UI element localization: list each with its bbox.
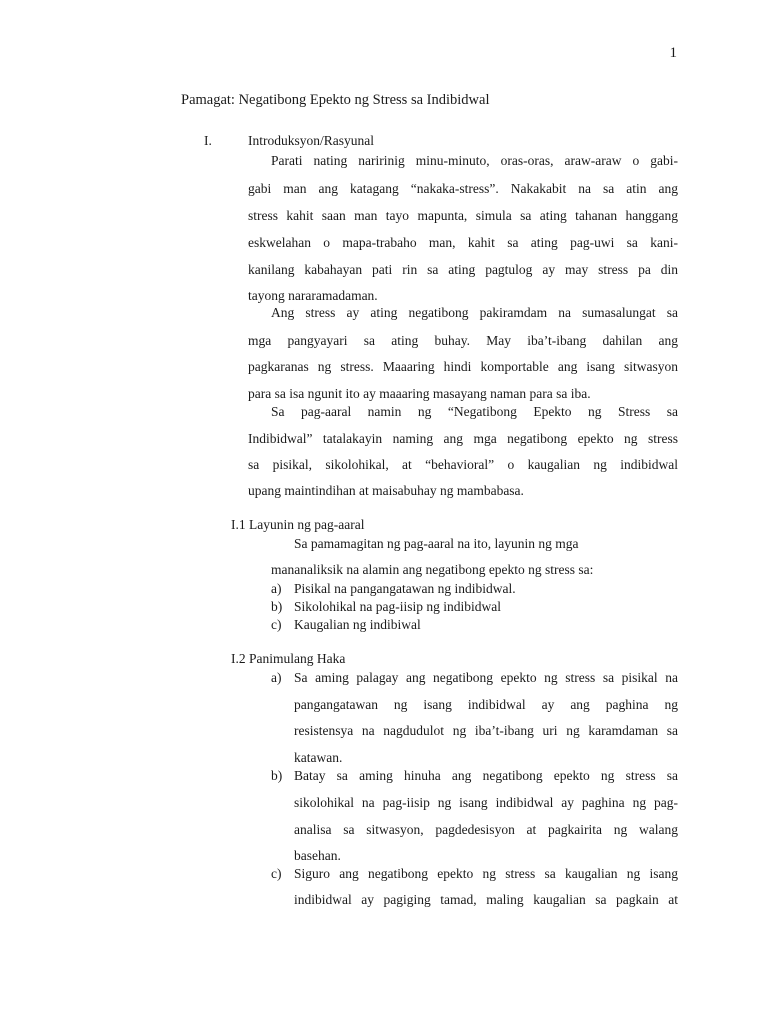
list-item-text: Sikolohikal na pag-iisip ng indibidwal	[294, 599, 501, 614]
objectives-intro-line: Sa pamamagitan ng pag-aaral na ito, layunin ng mga	[294, 536, 579, 551]
paragraph-line: tayong nararamadaman.	[248, 288, 378, 303]
list-item-label: a)	[271, 581, 282, 596]
list-item-line: sikolohikal na pag-iisip ng isang indibidwal ay paghina ng pag-	[294, 795, 678, 810]
list-item-line: indibidwal ay pagiging tamad, maling kaugalian sa pagkain at	[294, 892, 678, 907]
list-item-line: resistensya na nagdudulot ng iba’t-ibang uri ng karamdaman sa	[294, 723, 678, 738]
section-number: I.	[204, 133, 212, 148]
list-item-line: pangangatawan ng isang indibidwal ay ang paghina ng	[294, 697, 678, 712]
list-item-text: Kaugalian ng indibiwal	[294, 617, 421, 632]
list-item-line: katawan.	[294, 750, 343, 765]
paragraph-line: mga pangyayari sa ating buhay. May iba’t-ibang dahilan ang	[248, 333, 678, 348]
list-item-label: b)	[271, 599, 283, 614]
list-item-label: c)	[271, 866, 282, 881]
list-item-label: b)	[271, 768, 283, 783]
paragraph-line: gabi man ang katagang “nakaka-stress”. Nakakabit na sa atin ang	[248, 181, 678, 196]
page-number: 1	[669, 45, 677, 61]
paragraph-line: Ang stress ay ating negatibong pakiramdam na sumasalungat sa	[271, 305, 678, 320]
list-item-line: Batay sa aming hinuha ang negatibong epekto ng stress sa	[294, 768, 678, 783]
paragraph-line: stress kahit saan man tayo mapunta, simula sa ating tahanan hanggang	[248, 208, 678, 223]
objectives-intro-line: mananaliksik na alamin ang negatibong epekto ng stress sa:	[271, 562, 594, 577]
paragraph-line: sa pisikal, sikolohikal, at “behavioral” o kaugalian ng indibidwal	[248, 457, 678, 472]
paragraph-line: kanilang kabahayan pati rin sa ating pagtulog ay may stress pa din	[248, 262, 678, 277]
subsection-heading-layunin: I.1 Layunin ng pag-aaral	[231, 517, 365, 532]
list-item-text: Pisikal na pangangatawan ng indibidwal.	[294, 581, 516, 596]
paragraph-line: Parati nating naririnig minu-minuto, oras-oras, araw-araw o gabi-	[271, 153, 678, 168]
section-title: Introduksyon/Rasyunal	[248, 133, 374, 148]
document-title: Pamagat: Negatibong Epekto ng Stress sa Indibidwal	[181, 92, 490, 108]
list-item-label: a)	[271, 670, 282, 685]
paragraph-line: eskwelahan o mapa-trabaho man, kahit sa ating pag-uwi sa kani-	[248, 235, 678, 250]
paragraph-line: Sa pag-aaral namin ng “Negatibong Epekto ng Stress sa	[271, 404, 678, 419]
subsection-heading-haka: I.2 Panimulang Haka	[231, 651, 346, 666]
list-item-line: Siguro ang negatibong epekto ng stress sa kaugalian ng isang	[294, 866, 678, 881]
list-item-label: c)	[271, 617, 282, 632]
paragraph-line: para sa isa ngunit ito ay maaaring masayang naman para sa iba.	[248, 386, 591, 401]
paragraph-line: pagkaranas ng stress. Maaaring hindi komportable ang isang sitwasyon	[248, 359, 678, 374]
paragraph-line: upang maintindihan at maisabuhay ng mambabasa.	[248, 483, 524, 498]
paragraph-line: Indibidwal” tatalakayin naming ang mga negatibong epekto ng stress	[248, 431, 678, 446]
list-item-line: basehan.	[294, 848, 341, 863]
list-item-line: analisa sa sitwasyon, pagdedesisyon at pagkairita ng walang	[294, 822, 678, 837]
list-item-line: Sa aming palagay ang negatibong epekto ng stress sa pisikal na	[294, 670, 678, 685]
